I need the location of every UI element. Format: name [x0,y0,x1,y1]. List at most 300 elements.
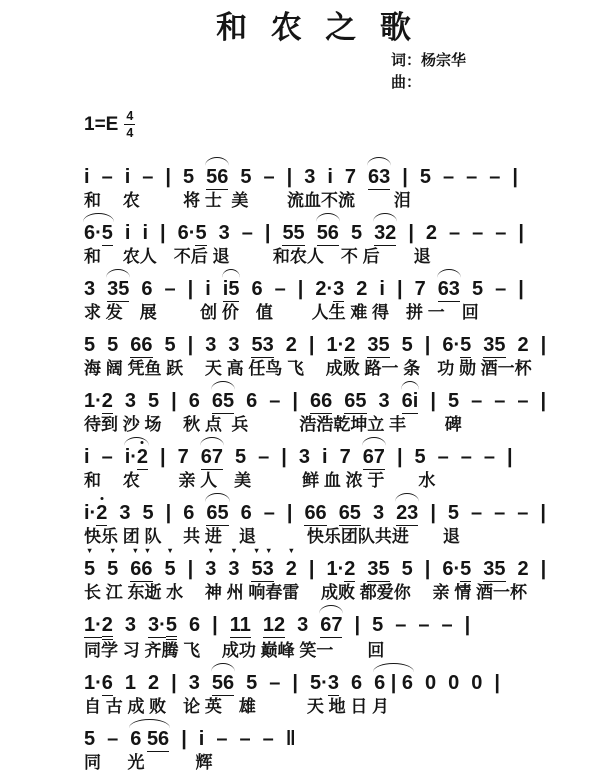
note [125,223,131,245]
note-segment: 5 [401,333,413,356]
note-segment: 6 | 6 [374,671,414,694]
lyrics-row: 和 农 亲 人 美 鲜 血 浓 于 水 [84,470,436,490]
note-segment: | [292,389,299,412]
note [483,335,505,358]
notation-row [84,545,572,582]
barline [512,167,518,189]
accent-triangle: ▼ [143,545,152,555]
note-segment: | [494,671,501,694]
barline [292,673,298,695]
note [415,447,426,469]
note-segment: i [124,221,131,244]
note-segment: 7 [344,165,357,188]
dash [165,279,176,301]
note-segment: i [322,445,328,468]
note [125,391,136,413]
barline [160,447,166,469]
note [351,223,362,245]
note-segment: – [216,727,228,750]
note-segment: 7 [177,445,189,468]
system-8 [84,545,572,602]
note [326,559,355,582]
note-segment: – [472,221,484,244]
note-segment: 6· [442,557,461,580]
note-segment: | [292,671,299,694]
note-segment: 67 [200,445,224,468]
slur-arc [83,213,114,222]
note-segment: 6 [101,671,113,694]
note-segment: 2 [517,333,529,356]
lyrics-row: 海 阔 凭鱼 跃 天 高 任鸟 飞 成败 路一 条 功 勋 酒一杯 [84,358,532,378]
dash [449,223,460,245]
system-9 [84,604,572,660]
system-2 [84,212,572,266]
dash [258,447,269,469]
barline [402,167,408,189]
note-segment: 5 [447,389,460,412]
note-segment: – [466,165,478,188]
notation-systems [84,156,572,772]
note-segment: | [408,221,414,244]
note [483,559,505,582]
note [119,503,130,525]
accent-triangle: ▼ [207,545,215,555]
note [125,167,131,189]
note-segment: i [205,277,211,300]
note [230,615,251,638]
note-segment: | [171,389,177,412]
barline [212,615,218,637]
note [223,279,240,302]
dash [495,279,506,301]
barline [541,559,547,581]
note-segment: 56 [211,671,235,694]
note-segment: 7 [414,277,426,300]
barline [518,223,524,245]
note [426,223,437,245]
note [125,615,136,637]
note-segment: – [142,165,154,188]
note-segment: – [494,501,506,524]
accent-marks [204,547,217,555]
note [84,545,96,581]
note-segment: i [327,165,333,188]
slur-arc [200,437,224,446]
note-segment: 3 [297,613,309,636]
note [164,545,176,581]
note [251,335,273,358]
note-segment: 1· [326,557,345,580]
notation-row [84,492,572,526]
note-segment: – [258,445,270,468]
note-segment: 6· [177,221,196,244]
note-segment: 5 [166,615,177,640]
note-segment: 1· [326,333,345,356]
dash [495,223,506,245]
note [183,503,194,525]
note-segment: 67 [362,445,385,468]
note [415,279,426,301]
note-segment: 65 [344,389,367,412]
slur-arc [211,381,235,390]
note-segment: – [495,277,507,300]
note [438,279,460,302]
accent-triangle: ▼ [287,545,296,555]
note [205,545,217,581]
dash [517,503,528,525]
note-segment: 5 [182,165,195,188]
note [285,545,297,581]
note [340,447,351,469]
note-segment: 35 [483,557,506,580]
system-3 [84,268,572,322]
note [84,673,113,696]
dash [239,729,250,751]
note-segment: – [517,389,529,412]
dash [269,673,280,695]
rest [471,673,482,695]
note [372,615,383,637]
note-segment: | [165,501,172,524]
barline [160,223,166,245]
note-segment: 3 [205,557,217,580]
note-segment: | [187,557,194,580]
note [84,615,113,640]
note-segment: | [297,277,304,300]
note [518,335,529,357]
dash [242,223,253,245]
note-segment: 2 [285,557,297,580]
note-segment: 66 [310,389,333,412]
note [374,673,413,695]
dash [494,503,505,525]
slur-arc [319,605,343,614]
note-segment: – [441,613,453,636]
dash [471,503,482,525]
note-segment: | [540,389,547,412]
accent-triangle: ▼ [131,545,140,555]
dash [517,391,528,413]
slur-arc [124,437,149,446]
note [327,167,333,189]
note-segment: – [471,389,483,412]
note-segment: | [281,445,287,468]
note [367,559,389,582]
dash [472,223,483,245]
note [263,615,285,638]
note-segment: 3 [188,671,200,694]
note-segment: 3 [304,165,316,188]
note-segment: i5 [222,277,240,300]
note-segment: – [471,501,483,524]
system-4 [84,324,572,378]
dash [107,729,118,751]
lyrics-row: 自 古 成 败 论 英 雄 天 地 日 月 [84,696,390,716]
note [125,447,148,470]
dash [461,447,472,469]
slur-arc [373,663,414,672]
note-segment: 5 [107,333,119,356]
barline [287,167,293,189]
note [183,167,194,189]
note [373,503,384,525]
note-segment: | [430,389,436,412]
notation-row [84,268,572,302]
barline [166,503,172,525]
note-segment: 5· [310,671,328,694]
note-segment: 2 [425,221,438,244]
barline [518,279,524,301]
barline [507,447,513,469]
slur-arc [129,719,170,728]
note-segment: 23 [396,501,419,524]
note [142,503,153,525]
note-segment: 5 [107,557,119,580]
note-segment: | [171,671,177,694]
note-segment: – [274,277,286,300]
note-segment: 5 [240,165,252,188]
note [84,391,113,414]
accent-triangle: ▼ [252,545,261,555]
note-segment: 6 [141,277,153,300]
note [241,503,252,525]
note-segment: i· [124,445,137,468]
note [472,279,483,301]
note-segment: – [494,389,506,412]
dash [216,729,227,751]
note-segment: 6 [183,501,195,524]
note-segment: | [308,333,315,356]
note-segment: – [460,445,472,468]
song-title: 和 农 之 歌 [216,10,412,45]
note-segment: i· [84,501,97,524]
note-segment: 56 [146,727,170,750]
note-segment: 5 [460,557,472,580]
dash [269,391,280,413]
note-segment: | [187,333,194,356]
note [165,335,176,357]
note-segment: | [540,333,547,356]
barline [281,447,287,469]
note [402,391,419,414]
note [304,503,326,526]
note [299,447,310,469]
note [379,391,390,413]
note-segment: 5 [84,727,96,750]
tonality-label: 1=E [84,113,119,135]
note [379,279,385,301]
note [402,335,413,357]
note-segment: 6 [130,727,147,750]
barline [265,223,271,245]
barline [171,391,177,413]
note-segment: 6 [240,501,252,524]
note-segment: 7 [339,445,351,468]
notation-row [84,324,572,358]
dash [395,615,406,637]
accent-marks [227,547,240,555]
note [178,223,207,246]
time-signature-denominator: 4 [126,125,134,140]
dash [494,391,505,413]
credits-block [391,50,466,94]
note [442,335,471,358]
note [107,335,118,357]
note-segment: 2 [96,501,108,524]
note-segment: 66 [130,333,153,356]
note-segment: | [160,221,166,244]
note [356,279,367,301]
notation-row [84,156,572,190]
dash [489,167,500,189]
note-segment: – [418,613,430,636]
note [251,279,262,301]
note-segment: i [379,277,385,300]
note-segment: 3 [228,333,240,356]
dash [102,167,113,189]
note [142,223,148,245]
slur-arc [395,493,419,502]
dash [484,447,495,469]
note-segment: 2 [517,557,529,580]
note-segment: 5 [447,501,460,524]
time-signature [124,110,135,139]
note-segment: 66 [130,557,153,580]
note-segment: – [263,501,275,524]
note-segment: 5 [350,221,363,244]
note-segment: 63 [437,277,460,300]
barline [430,391,436,413]
system-10 [84,662,572,716]
accent-marks [164,547,177,555]
barline [298,279,304,301]
note-segment: 3 [327,671,339,694]
dash [102,447,113,469]
notation-row [84,662,572,696]
note-segment: | [540,557,547,580]
note [84,279,95,301]
dash [441,615,452,637]
note-segment: i [198,727,205,750]
note-segment: 63 [368,165,391,188]
note-segment: 3 [84,277,96,300]
note-segment: 5 [246,671,258,694]
note-segment: 6 [246,389,258,412]
barline [425,335,431,357]
note-segment: 0 [425,671,437,694]
note-segment: 5 [235,445,247,468]
note-segment: 0 [448,671,460,694]
accent-marks [250,547,274,555]
note-segment: 6 [251,277,263,300]
note-segment: 6 [350,671,363,694]
note [310,391,332,414]
note [246,391,257,413]
system-1 [84,156,572,210]
note-segment: – [443,165,455,188]
note-segment: 2 [356,277,368,300]
note [178,447,189,469]
note-segment: – [107,727,119,750]
note-segment: | [181,727,187,750]
note-segment: 66 [304,501,327,524]
slur-arc [362,437,386,446]
note-segment: | [402,165,408,188]
note [199,729,205,751]
note-segment: 5 [164,557,176,580]
note-segment: – [263,165,275,188]
dash [418,615,429,637]
note [189,391,200,413]
notation-row [84,212,572,246]
note-segment: – [449,221,461,244]
note-segment: 56 [316,221,339,244]
rest [448,673,459,695]
barline [309,559,315,581]
accent-marks [106,547,119,555]
note-segment: 65 [206,501,229,524]
note-segment: 32 [374,221,397,244]
lyrics-row: 待到 沙 场 秋 点 兵 浩浩乾坤立 丰 碑 [84,414,462,434]
note-segment: | [286,165,293,188]
note [351,673,362,695]
system-5 [84,380,572,434]
note [205,335,216,357]
dash [438,447,449,469]
dash [142,167,153,189]
note-segment: | [512,165,518,188]
note-segment: – [489,165,501,188]
note-segment: 2 [102,615,113,640]
system-6 [84,436,572,490]
note [374,223,396,246]
note-segment: | [540,501,547,524]
note-segment: 35 [367,557,390,580]
accent-marks [83,547,96,555]
note-segment: 5 [471,277,484,300]
dash [466,167,477,189]
slur-arc [222,269,241,278]
slur-arc [367,157,391,166]
note [84,447,90,469]
slur-arc [106,269,130,278]
barline [309,335,315,357]
note [367,335,389,358]
barline [397,279,403,301]
final-barline [286,729,296,751]
note [320,615,342,638]
note-segment: 5 [101,221,113,244]
note-segment: – [517,501,529,524]
note-segment: 5 [164,333,176,356]
note [130,545,153,582]
dash [443,167,454,189]
note [212,391,234,414]
slur-arc [211,663,235,672]
note-segment: 0 [471,671,483,694]
lyrics-row: 长 江 东逝 水 神 州 响春雷 成败 都爱你 亲 情 酒一杯 [84,582,527,602]
note [148,615,177,640]
lyrics-row: 快乐 团 队 共 进 退 快乐团队共进 退 [84,526,460,546]
note-segment: 6· [84,221,102,244]
note-segment: 2 [148,671,160,694]
note [251,545,274,582]
note-segment: | [518,277,524,300]
accent-triangle: ▼ [108,545,117,555]
note-segment: 2 [285,333,297,356]
note-segment: | [430,501,436,524]
system-7 [84,492,572,546]
